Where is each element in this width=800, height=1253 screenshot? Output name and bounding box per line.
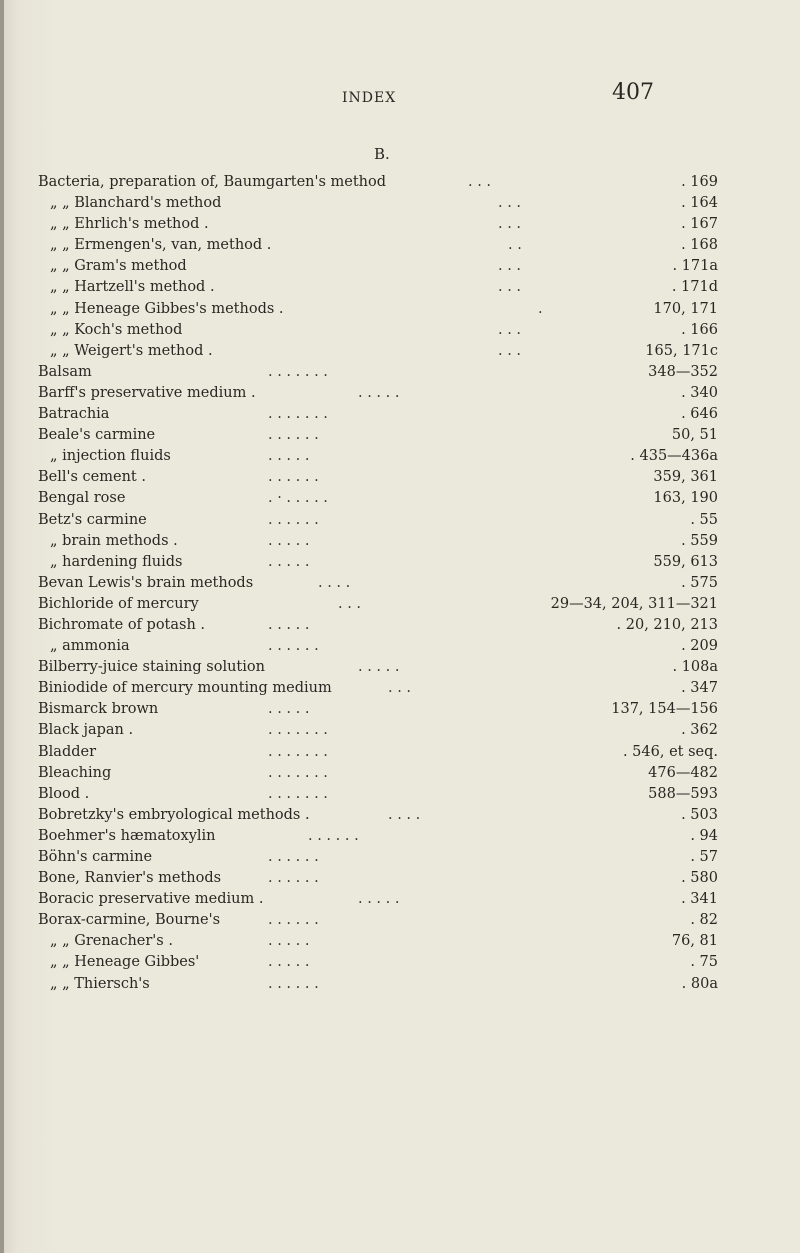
- entry-pages: . 341: [681, 891, 718, 908]
- entry-label: „ „ Weigert's method .: [50, 342, 213, 359]
- entry-leader-dots: . . .: [498, 195, 522, 212]
- entry-leader-dots: . . . .: [388, 806, 421, 823]
- entry-leader-dots: . . . . .: [268, 448, 310, 465]
- entry-leader-dots: . . . . .: [268, 616, 310, 633]
- entry-label: „ „ Heneage Gibbes's methods .: [50, 300, 284, 317]
- entry-leader-dots: . .: [508, 237, 522, 254]
- entry-label: Balsam: [38, 363, 92, 380]
- entry-pages: 588—593: [648, 785, 718, 802]
- entry-leader-dots: . . . . . .: [268, 870, 319, 887]
- entry-label: „ „ Gram's method: [50, 258, 187, 275]
- entry-pages: . 340: [681, 384, 718, 401]
- running-title: INDEX: [342, 90, 397, 106]
- entry-pages: . 20, 210, 213: [616, 616, 718, 633]
- index-entry: [38, 910, 718, 931]
- index-entry: [38, 172, 718, 193]
- index-entry: [38, 320, 718, 341]
- entry-label: Böhn's carmine: [38, 849, 153, 865]
- index-entry: [38, 974, 718, 995]
- entry-leader-dots: . . . . .: [268, 532, 310, 549]
- entry-pages: 170, 171: [653, 300, 718, 317]
- entry-pages: 29—34, 204, 311—321: [550, 595, 718, 612]
- entry-label: „ „ Blanchard's method: [50, 195, 222, 212]
- section-letter: B.: [374, 145, 390, 163]
- index-entry: [38, 868, 718, 889]
- entry-leader-dots: . . . . .: [268, 553, 310, 570]
- page-edge: [0, 0, 4, 1253]
- index-entry: [38, 826, 718, 847]
- entry-pages: . 503: [681, 806, 718, 823]
- entry-leader-dots: . . . . .: [268, 933, 310, 950]
- entry-label: Barff's preservative medium .: [38, 384, 256, 401]
- index-entry: [38, 277, 718, 298]
- entry-label: „ „ Ermengen's, van, method .: [50, 237, 272, 254]
- entry-label: Boehmer's hæmatoxylin: [38, 827, 216, 844]
- index-entry: [38, 720, 718, 741]
- entry-leader-dots: . . .: [468, 174, 492, 190]
- entry-leader-dots: . . . . . .: [268, 912, 319, 929]
- entry-label: Bone, Ranvier's methods: [38, 870, 222, 887]
- entry-leader-dots: . . .: [388, 680, 412, 697]
- entry-label: „ „ Hartzell's method .: [50, 279, 215, 296]
- entry-pages: . 168: [681, 237, 718, 254]
- entry-leader-dots: . . . . . . .: [268, 743, 328, 760]
- entry-label: Blood .: [38, 785, 90, 802]
- entry-leader-dots: . · . . . . .: [268, 490, 328, 507]
- entry-pages: . 347: [681, 680, 718, 697]
- entry-pages: 137, 154—156: [611, 701, 718, 718]
- entry-label: Borax-carmine, Bourne's: [38, 912, 221, 929]
- entry-leader-dots: . . . . . . .: [268, 785, 328, 802]
- index-entry: [38, 235, 718, 256]
- entry-pages: . 57: [690, 849, 718, 865]
- index-entry: [38, 446, 718, 467]
- entry-label: „ brain methods .: [50, 532, 178, 549]
- entry-label: „ ammonia: [50, 638, 130, 655]
- entry-pages: 359, 361: [653, 469, 718, 486]
- entry-label: Beale's carmine: [38, 427, 156, 444]
- entry-pages: 476—482: [648, 764, 718, 781]
- entry-label: Bismarck brown: [38, 701, 159, 718]
- index-entry: [38, 699, 718, 720]
- entry-pages: 165, 171c: [645, 342, 718, 359]
- index-entry: [38, 488, 718, 509]
- index-entry: [38, 573, 718, 594]
- entry-pages: . 575: [681, 574, 718, 591]
- entry-leader-dots: . . .: [338, 595, 362, 612]
- entry-label: Bobretzky's embryological methods .: [38, 806, 310, 823]
- entry-label: Betz's carmine: [38, 511, 147, 528]
- index-entry: [38, 256, 718, 277]
- entry-leader-dots: . . . . .: [358, 384, 400, 401]
- index-entry: [38, 531, 718, 552]
- entry-label: „ injection fluids: [50, 448, 171, 465]
- entry-pages: . 171d: [671, 279, 718, 296]
- entry-pages: 76, 81: [671, 933, 718, 950]
- page-number: 407: [612, 80, 654, 105]
- index-entry: [38, 805, 718, 826]
- entry-leader-dots: . . . . .: [268, 701, 310, 718]
- entry-pages: . 108a: [672, 659, 718, 676]
- index-entry: [38, 214, 718, 235]
- entry-label: Black japan .: [38, 722, 134, 739]
- entry-label: „ „ Ehrlich's method .: [50, 216, 209, 233]
- entry-pages: . 55: [690, 511, 718, 528]
- entry-leader-dots: . . .: [498, 342, 522, 359]
- entry-pages: . 362: [681, 722, 718, 739]
- index-entry: [38, 404, 718, 425]
- entry-leader-dots: . . . . . .: [268, 511, 319, 528]
- index-entry: [38, 847, 718, 868]
- index-entry: [38, 193, 718, 214]
- entry-pages: 559, 613: [653, 553, 718, 570]
- index-entry: [38, 383, 718, 404]
- entry-leader-dots: . . . . . .: [268, 427, 319, 444]
- index-entries: [38, 172, 718, 995]
- entry-leader-dots: . . . .: [318, 574, 351, 591]
- index-entry: [38, 362, 718, 383]
- entry-label: Bichromate of potash .: [38, 616, 206, 633]
- entry-pages: . 646: [681, 406, 718, 423]
- entry-label: „ „ Heneage Gibbes': [50, 954, 200, 971]
- entry-pages: . 167: [681, 216, 718, 233]
- entry-leader-dots: . . . . .: [358, 659, 400, 676]
- entry-leader-dots: . . . . . .: [268, 638, 319, 655]
- entry-label: Bilberry-juice staining solution: [38, 659, 265, 676]
- entry-leader-dots: . . .: [498, 321, 522, 338]
- entry-pages: 348—352: [648, 363, 718, 380]
- entry-pages: . 94: [690, 827, 718, 844]
- entry-leader-dots: . . . . . .: [268, 849, 319, 865]
- entry-leader-dots: . . . . . . .: [268, 722, 328, 739]
- entry-pages: . 580: [681, 870, 718, 887]
- entry-pages: 163, 190: [653, 490, 718, 507]
- entry-label: Bell's cement .: [38, 469, 146, 486]
- entry-pages: . 209: [681, 638, 718, 655]
- entry-pages: . 546, et seq.: [622, 743, 718, 760]
- entry-label: Boracic preservative medium .: [38, 891, 264, 908]
- entry-pages: . 80a: [681, 975, 718, 992]
- entry-label: Bleaching: [38, 764, 112, 781]
- entry-leader-dots: . . .: [498, 216, 522, 233]
- entry-pages: . 166: [681, 321, 718, 338]
- entry-label: Bevan Lewis's brain methods: [38, 574, 254, 591]
- index-entry: [38, 763, 718, 784]
- index-entry: [38, 615, 718, 636]
- entry-leader-dots: . . . . . .: [268, 975, 319, 992]
- entry-label: Bengal rose: [38, 490, 126, 507]
- entry-label: „ „ Thiersch's: [50, 975, 150, 992]
- entry-label: „ „ Grenacher's .: [50, 933, 173, 950]
- entry-label: Biniodide of mercury mounting medium: [38, 680, 332, 697]
- entry-leader-dots: . . . . . . .: [268, 764, 328, 781]
- index-entry: [38, 889, 718, 910]
- entry-label: Bacteria, preparation of, Baumgarten's method: [38, 174, 387, 190]
- entry-leader-dots: .: [538, 300, 543, 317]
- index-entry: [38, 299, 718, 320]
- index-entry: [38, 636, 718, 657]
- index-entry: [38, 552, 718, 573]
- entry-leader-dots: . . . . . .: [308, 827, 359, 844]
- entry-pages: . 169: [681, 174, 718, 190]
- index-entry: [38, 425, 718, 446]
- entry-leader-dots: . . .: [498, 258, 522, 275]
- entry-leader-dots: . . . . . .: [268, 469, 319, 486]
- entry-leader-dots: . . . . . . .: [268, 406, 328, 423]
- entry-pages: 50, 51: [671, 427, 718, 444]
- index-entry: [38, 594, 718, 615]
- entry-label: „ hardening fluids: [50, 553, 183, 570]
- index-entry: [38, 742, 718, 763]
- entry-pages: . 82: [690, 912, 718, 929]
- entry-pages: . 435—436a: [630, 448, 718, 465]
- entry-pages: . 75: [690, 954, 718, 971]
- index-entry: [38, 510, 718, 531]
- entry-leader-dots: . . . . .: [358, 891, 400, 908]
- entry-leader-dots: . . . . .: [268, 954, 310, 971]
- index-entry: [38, 678, 718, 699]
- index-entry: [38, 784, 718, 805]
- index-entry: [38, 931, 718, 952]
- entry-label: Bladder: [38, 743, 97, 760]
- index-entry: [38, 952, 718, 973]
- index-entry: [38, 657, 718, 678]
- entry-pages: . 164: [681, 195, 718, 212]
- entry-leader-dots: . . .: [498, 279, 522, 296]
- entry-leader-dots: . . . . . . .: [268, 363, 328, 380]
- entry-label: Bichloride of mercury: [38, 595, 199, 612]
- entry-pages: . 559: [681, 532, 718, 549]
- entry-label: Batrachia: [38, 406, 110, 423]
- entry-pages: . 171a: [672, 258, 718, 275]
- index-entry: [38, 341, 718, 362]
- entry-label: „ „ Koch's method: [50, 321, 183, 338]
- index-entry: [38, 467, 718, 488]
